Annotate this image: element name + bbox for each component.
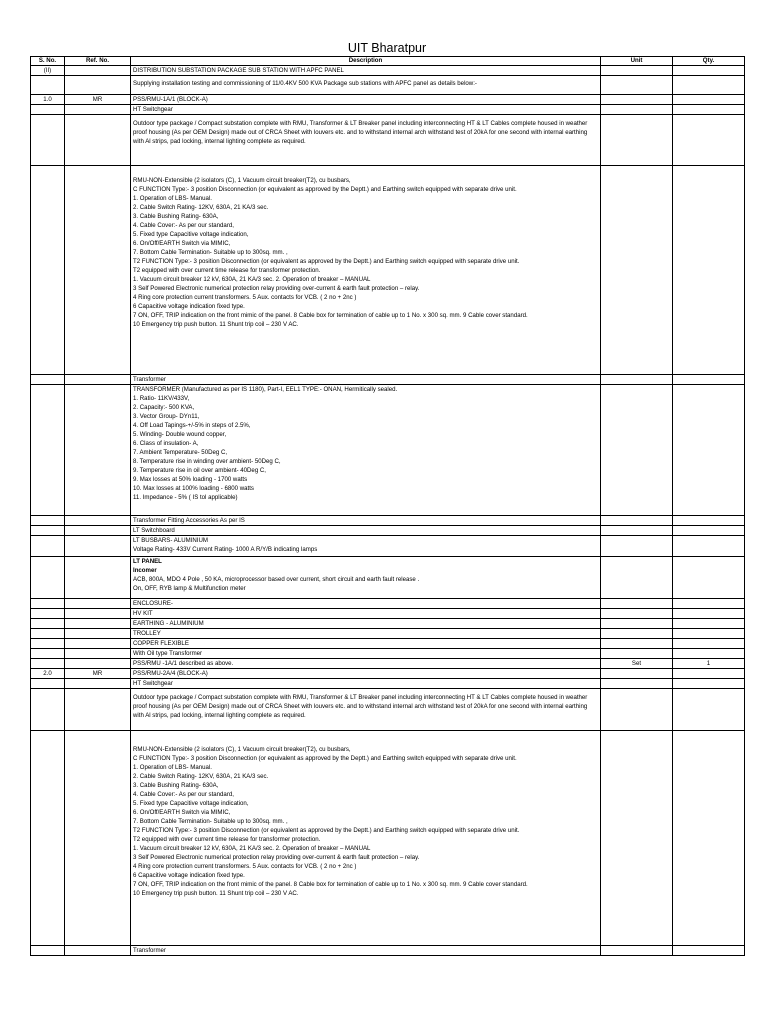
item1-enclosure-row (31, 599, 745, 609)
item2-rmu-text: RMU-NON-Extensible (2 isolators (C), 1 Vacuum circuit breaker(T2), cu busbars, C FUNCTION Type:- 3 position Disconnection (or equivalent as approved by the Deptt.) and Earthing switch equipped with separate drive unit. 1. Operation of LBS- Manual. 2. Cable Switch Rating- 12KV, 630A, 21 KA/3 sec. 3. Cable Bushing Rating- 630A, 4. Cable Cover:- As per our standard, 5. Fixed type Capacitive voltage indication, 6. On/Off/EARTH Switch via MIMIC, 7. Bottom Cable Termination- Suitable up to 300sq. mm. , T2 FUNCTION Type:- 3 position Disconnection (or equivalent as approved by the Deptt.) and Earthing switch equipped with separate drive unit. T2 equipped with over current time release for transformer protection. 1. Vacuum circuit breaker 12 kV, 630A, 21 KA/3 sec. 2. Operation of breaker – MANUAL 3 Self Powered Electronic numerical protection relay providing over-current & earth fault protection – relay. 4 Ring core protection current transformers. 5 Aux. contacts for VCB. ( 2 no + 2nc ) 6 Capacitive voltage indication fixed type. 7 ON, OFF, TRIP indication on the front mimic of the panel. 8 Cable box for termination of cable up to 1 No. x 300 sq. mm. 9 Cable cover standard. 10 Emergency trip push button. 11 Shunt trip coil – 230 V AC. (131, 731, 601, 946)
item1-ht-heading: HT Switchgear (131, 105, 601, 115)
item2-transformer-heading-row (31, 946, 745, 956)
header-ref: Ref. No. (65, 57, 131, 66)
boq-table (30, 56, 745, 956)
item2-rmu-row (31, 731, 745, 946)
item1-lt-panel: LT PANEL (133, 558, 162, 565)
item1-copper: COPPER FLEXIBLE (131, 639, 601, 649)
item2-ref: MR (65, 669, 131, 679)
sheet-title: UIT Bharatpur (347, 41, 427, 55)
item2-outdoor-text: Outdoor type package / Compact substation complete with RMU, Transformer & LT Breaker panel including interconnecting HT & LT Cables complete housed in weather proof housing (As per OEM Design) made out of CRCA Sheet with louvers etc. and to withstand internal arch withstand test of 20kA for one second with internal earthing with Al strips, pad locking, internal lighting complete as required. (131, 689, 601, 731)
section-sno: (II) (31, 66, 65, 76)
item1-lt-switchboard: LT Switchboard (131, 526, 601, 536)
item2-name: PSS/RMU-2A/4 (BLOCK-A) (131, 669, 601, 679)
item1-fitting-text: Transformer Fitting Accessories As per IS (131, 516, 601, 526)
item1-incomer: Incomer (133, 567, 157, 574)
header-description: Description (131, 57, 601, 66)
item1-lt-panel-cell (131, 557, 601, 599)
item1-outdoor-text: Outdoor type package / Compact substation complete with RMU, Transformer & LT Breaker panel including interconnecting HT & LT Cables complete housed in weather proof housing (As per OEM Design) made out of CRCA Sheet with louvers etc. and to withstand internal arch withstand test of 20kA for one second with internal earthing with Al strips, pad locking, internal lighting complete as required. (131, 115, 601, 166)
section-title: DISTRIBUTION SUBSTATION PACKAGE SUB STATION WITH APFC PANEL (131, 66, 601, 76)
item1-trolley: TROLLEY (131, 629, 601, 639)
item1-hv-kit: HV KIT (131, 609, 601, 619)
item1-oil-row (31, 649, 745, 659)
item1-lt-busbars-row (31, 536, 745, 557)
item1-outdoor-row (31, 115, 745, 166)
header-unit: Unit (601, 57, 673, 66)
item1-earthing: EARTHING - ALUMINIUM (131, 619, 601, 629)
section-row (31, 66, 745, 76)
item1-summary: PSS/RMU -1A/1 described as above. (131, 659, 601, 669)
item1-transformer-heading-row (31, 375, 745, 385)
header-row (31, 57, 745, 66)
item1-sno: 1.0 (31, 95, 65, 105)
item2-title-row (31, 669, 745, 679)
item1-trolley-row (31, 629, 745, 639)
item1-fitting-row (31, 516, 745, 526)
item1-unit: Set (601, 659, 673, 669)
item1-transformer-heading: Transformer (131, 375, 601, 385)
item2-sno: 2.0 (31, 669, 65, 679)
intro-row (31, 76, 745, 95)
item1-hv-kit-row (31, 609, 745, 619)
item1-lt-panel-row (31, 557, 745, 599)
item1-earthing-row (31, 619, 745, 629)
item2-outdoor-row (31, 689, 745, 731)
item2-ht-heading-row (31, 679, 745, 689)
item1-transformer-row (31, 385, 745, 516)
item1-ht-heading-row (31, 105, 745, 115)
item2-ht-heading: HT Switchgear (131, 679, 601, 689)
item1-title-row (31, 95, 745, 105)
item1-enclosure: ENCLOSURE- (131, 599, 601, 609)
item1-oil: With Oil type Transformer (131, 649, 601, 659)
item1-rmu-text: RMU-NON-Extensible (2 isolators (C), 1 Vacuum circuit breaker(T2), cu busbars, C FUNCTION Type:- 3 position Disconnection (or equivalent as approved by the Deptt.) and Earthing switch equipped with separate drive unit. 1. Operation of LBS- Manual. 2. Cable Switch Rating- 12KV, 630A, 21 KA/3 sec. 3. Cable Bushing Rating- 630A, 4. Cable Cover:- As per our standard, 5. Fixed type Capacitive voltage indication, 6. On/Off/EARTH Switch via MIMIC, 7. Bottom Cable Termination- Suitable up to 300sq. mm. , T2 FUNCTION Type:- 3 position Disconnection (or equivalent as approved by the Deptt.) and Earthing switch equipped with separate drive unit. T2 equipped with over current time release for transformer protection. 1. Vacuum circuit breaker 12 kV, 630A, 21 KA/3 sec. 2. Operation of breaker – MANUAL 3 Self Powered Electronic numerical protection relay providing over-current & earth fault protection – relay. 4 Ring core protection current transformers. 5 Aux. contacts for VCB. ( 2 no + 2nc ) 6 Capacitive voltage indication fixed type. 7 ON, OFF, TRIP indication on the front mimic of the panel. 8 Cable box for termination of cable up to 1 No. x 300 sq. mm. 9 Cable cover standard. 10 Emergency trip push button. 11 Shunt trip coil – 230 V AC. (131, 166, 601, 375)
item1-name: PSS/RMU-1A/1 (BLOCK-A) (131, 95, 601, 105)
header-sno: S. No. (31, 57, 65, 66)
item1-copper-row (31, 639, 745, 649)
item2-transformer-heading: Transformer (131, 946, 601, 956)
item1-lt-switchboard-row (31, 526, 745, 536)
item1-lt-busbars-text: LT BUSBARS- ALUMINIUM Voltage Rating- 433V Current Rating- 1000 A R/Y/B indicating lamps (131, 536, 601, 557)
item1-acb-text: ACB, 800A, MDO 4 Pole , 50 KA, microprocessor based over current, short circuit and earth fault release . On, OFF, RYB lamp & Multifunction meter (133, 576, 420, 592)
item1-transformer-text: TRANSFORMER (Manufactured as per IS 1180), Part-I, EEL1 TYPE:- ONAN, Hermitically sealed. 1. Ratio- 11KV/433V, 2. Capacity:- 500 KVA, 3. Vector Group- DYn11, 4. Off Load Tapings-+/-5% in steps of 2.5%, 5. Winding- Double wound copper, 6. Class of insulation- A, 7. Ambient Temperature- 50Deg C, 8. Temperature rise in winding over ambient- 50Deg C, 9. Temperature rise in oil over ambient- 40Deg C, 9. Max losses at 50% loading - 1700 watts 10. Max losses at 100% loading - 6800 watts 11. Impedance - 5% ( IS tol applicable) (131, 385, 601, 516)
item1-ref: MR (65, 95, 131, 105)
intro-text: Supplying installation testing and commissioning of 11/0.4KV 500 KVA Package sub stations with APFC panel as details below:- (131, 76, 601, 95)
item1-qty: 1 (673, 659, 745, 669)
item1-rmu-row (31, 166, 745, 375)
header-qty: Qty. (673, 57, 745, 66)
item1-summary-row (31, 659, 745, 669)
